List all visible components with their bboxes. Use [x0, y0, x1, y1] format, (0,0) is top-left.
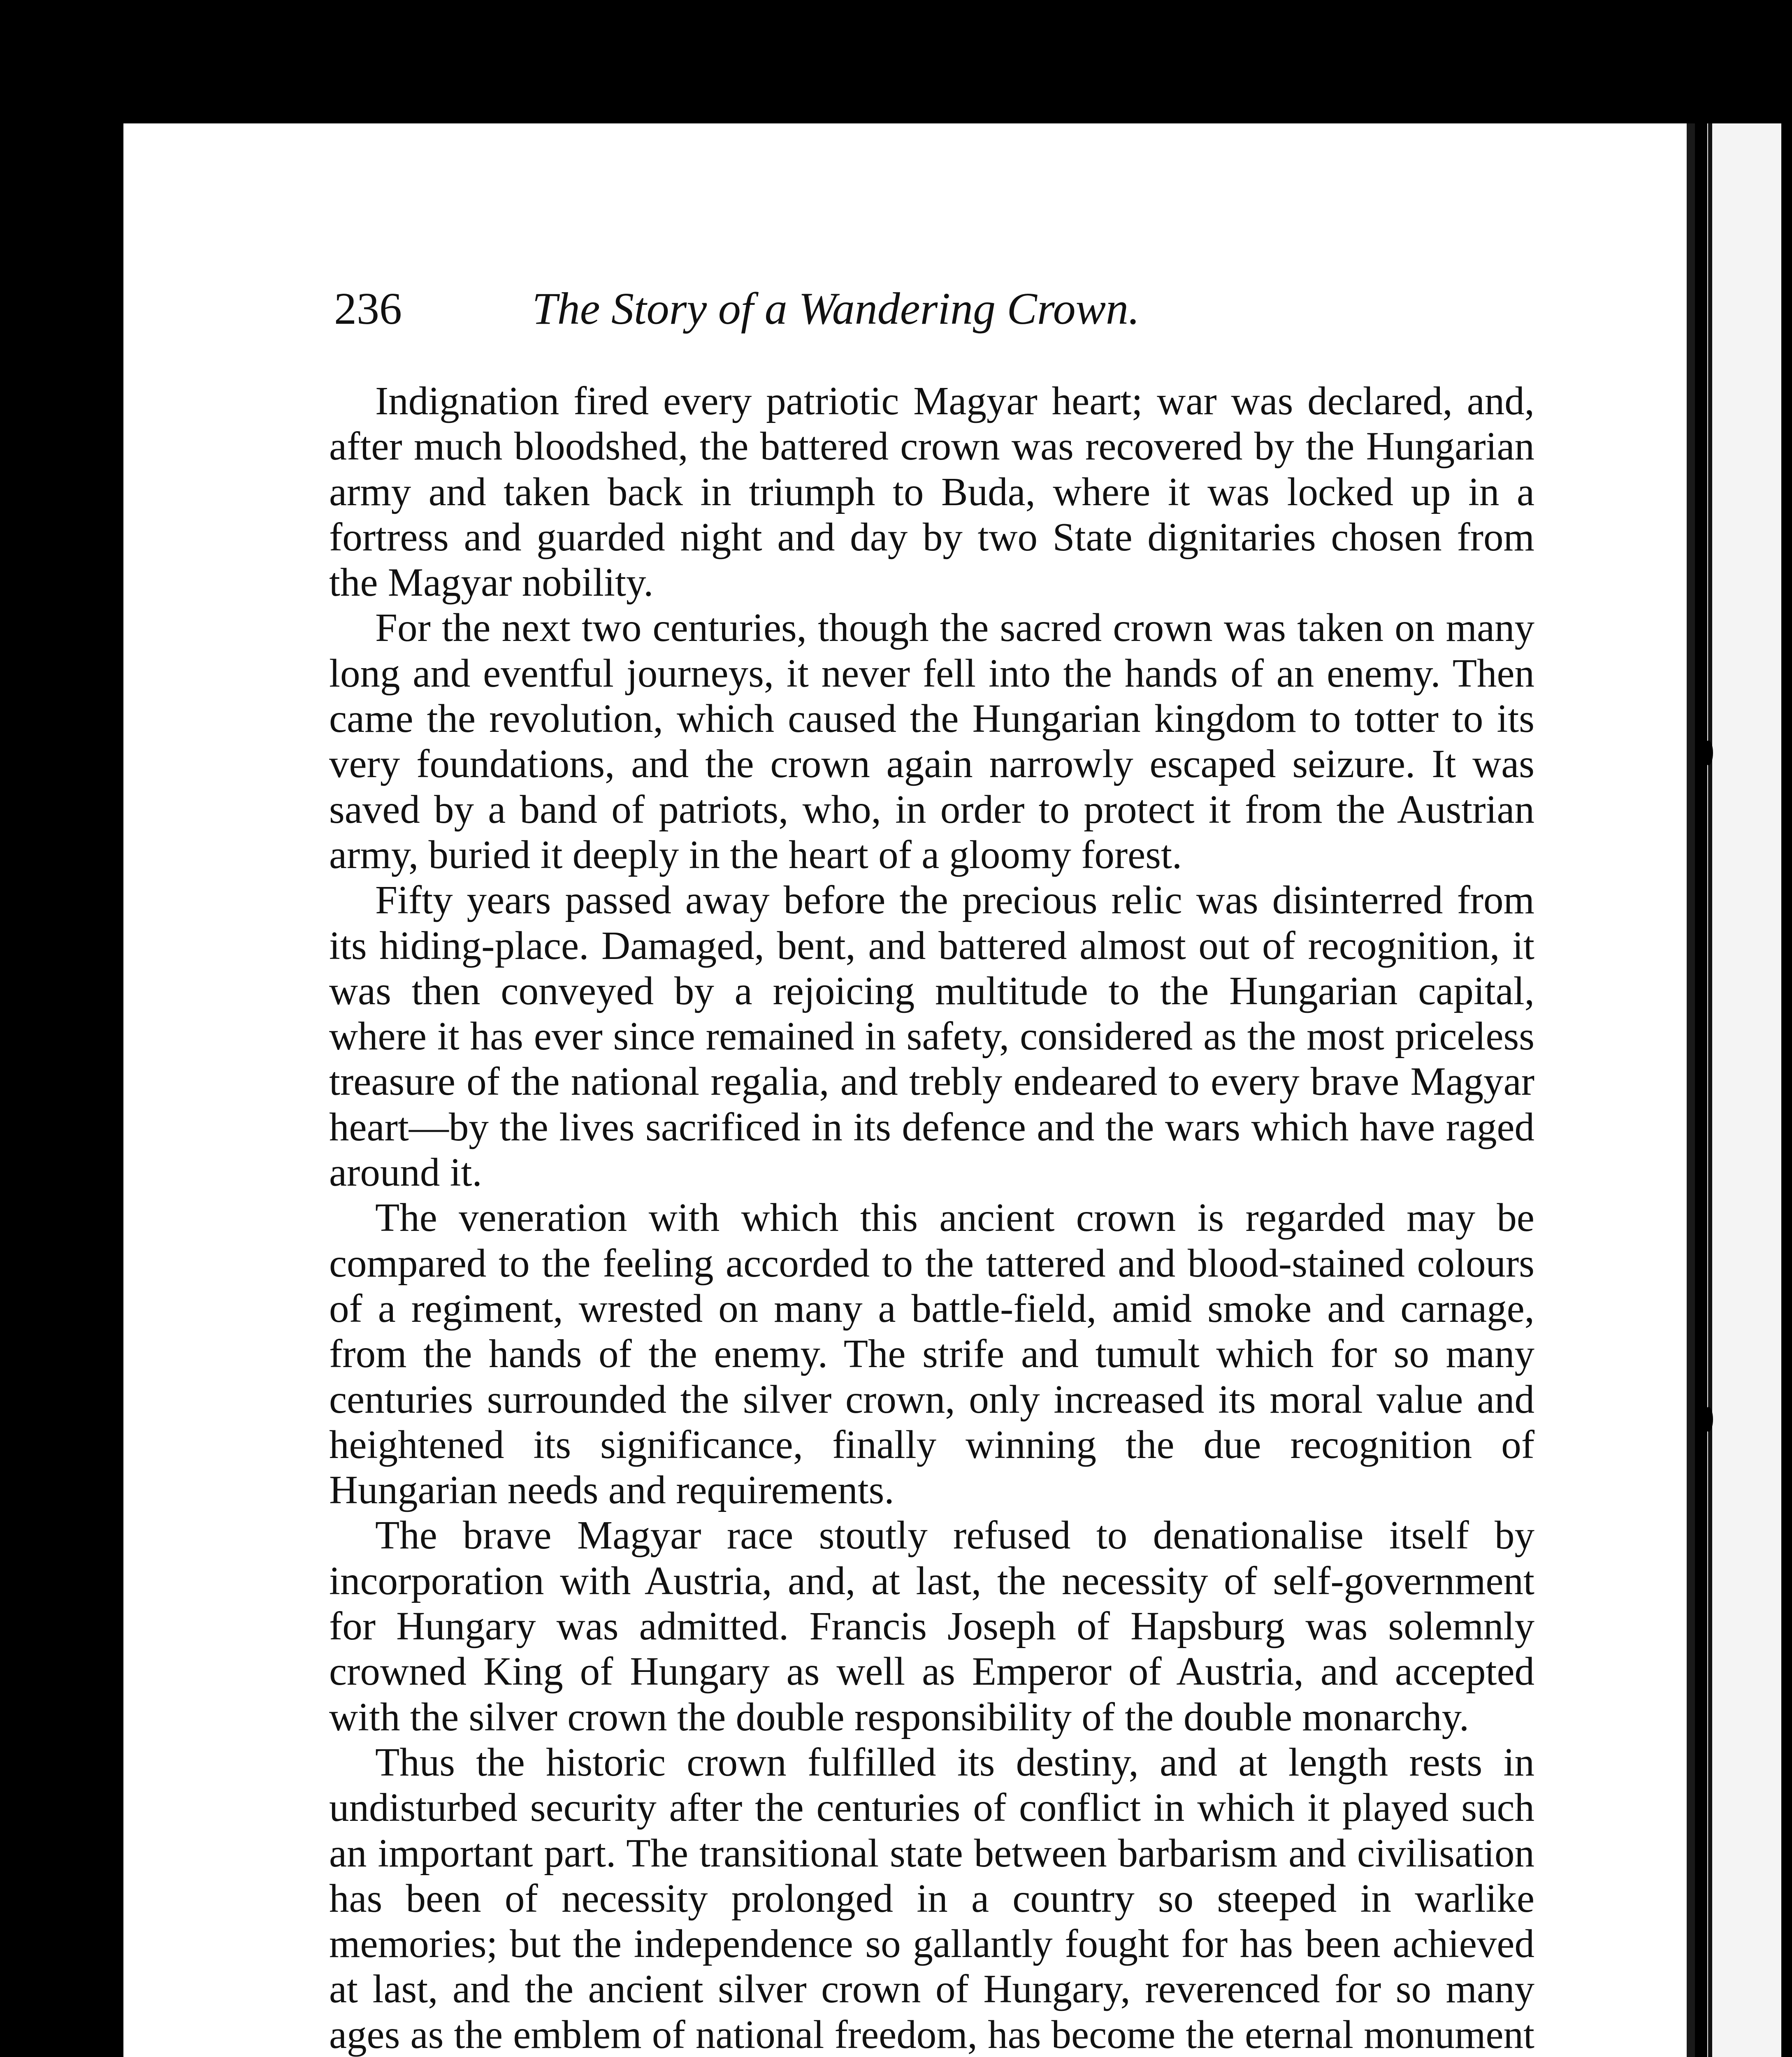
page-header: [334, 280, 1280, 337]
page-gutter-line: [1708, 123, 1712, 2057]
page-edge-shadow: [1687, 123, 1695, 2057]
paragraph: The brave Magyar race stoutly refused to denationalise itself by incorporation with Austria, and, at last, the necessity of self-government for Hungary was admitted. Francis Joseph of Hapsburg was solemnly crowned King of Hungary as well as Emperor of Austria, and accepted with the silver crown the double responsibility of the double monarchy.: [329, 1513, 1534, 1739]
body-text: [329, 378, 1534, 2057]
adjacent-page-edge: [1707, 123, 1781, 2057]
page-edge-mark: [1704, 1407, 1713, 1432]
paragraph: For the next two centuries, though the sacred crown was taken on many long and eventful journeys, it never fell into the hands of an enemy. Then came the revolution, which caused the Hungarian kingdom to totter to its very foundations, and the crown again narrowly escaped seizure. It was saved by a band of patriots, who, in order to protect it from the Austrian army, buried it deeply in the heart of a gloomy forest.: [329, 606, 1534, 877]
paragraph: The veneration with which this ancient crown is regarded may be compared to the feeling accorded to the tattered and blood-stained colours of a regiment, wrested on many a battle-field, amid smoke and carnage, from the hands of the enemy. The strife and tumult which for so many centuries surrounded the silver crown, only increased its moral value and heightened its significance, finally winning the due recognition of Hungarian needs and requirements.: [329, 1196, 1534, 1512]
page-edge-mark: [1704, 741, 1713, 765]
paragraph: Fifty years passed away before the precious relic was disinterred from its hiding-place. Damaged, bent, and battered almost out of recognition, it was then conveyed by a rejoicing multitude to the Hungarian capital, where it has ever since remained in safety, considered as the most priceless treasure of the national regalia, and trebly endeared to every brave Magyar heart—by the lives sacrificed in its defence and the wars which have raged around it.: [329, 878, 1534, 1195]
paragraph: Thus the historic crown fulfilled its destiny, and at length rests in undisturbed security after the centuries of conflict in which it played such an important part. The transitional state between barbarism and civilisation has been of necessity prolonged in a country so steeped in warlike memories; but the independence so gallantly fought for has been achieved at last, and the ancient silver crown of Hungary, reverenced for so many ages as the emblem of national freedom, has become the eternal monument: [329, 1740, 1534, 2057]
running-head: The Story of a Wandering Crown.: [532, 283, 1140, 334]
page-number: 236: [334, 283, 402, 334]
paragraph: Indignation fired every patriotic Magyar heart; war was declared, and, after much bloodshed, the battered crown was recovered by the Hungarian army and taken back in triumph to Buda, where it was locked up in a fortress and guarded night and day by two State dignitaries chosen from the Magyar nobility.: [329, 379, 1534, 605]
